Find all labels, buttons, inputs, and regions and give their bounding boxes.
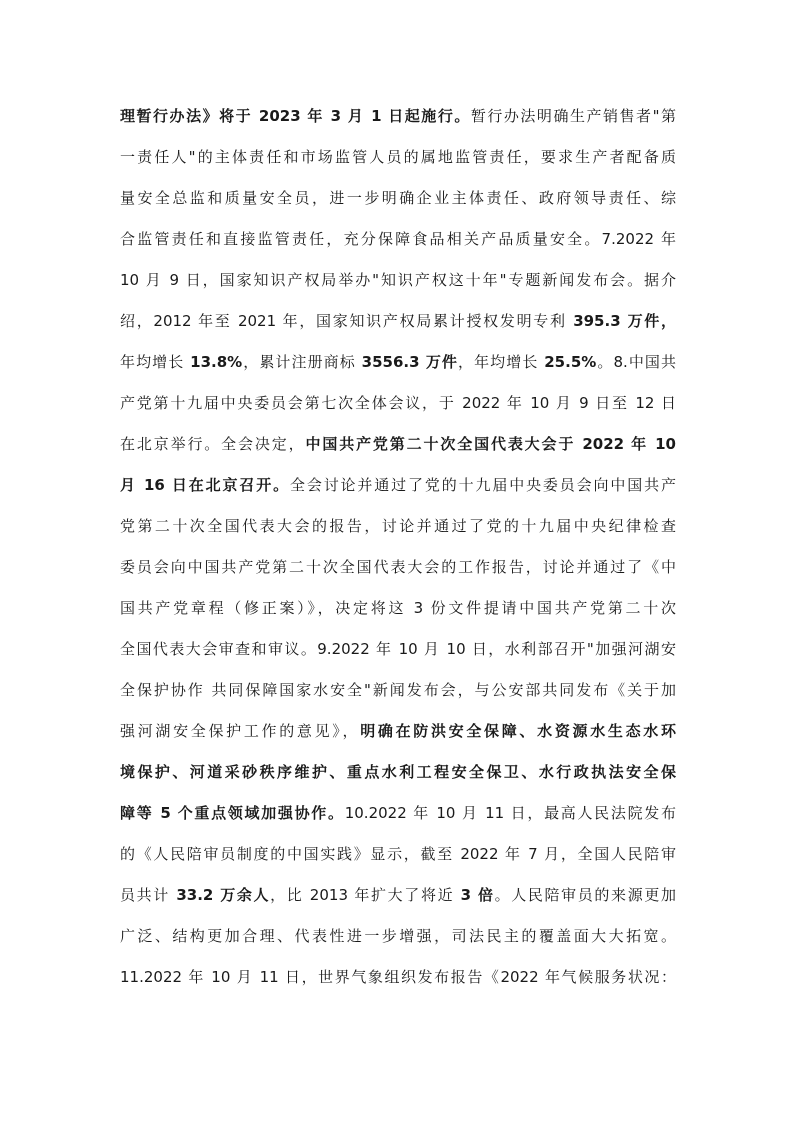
bold-text-segment: 3556.3 万件	[361, 353, 459, 371]
text-segment: 广泛、结构更加合理、代表性进一步增强，司法民主的覆盖面大大拓宽。	[120, 927, 676, 945]
text-segment: 量安全总监和质量安全员，进一步明确企业主体责任、政府领导责任、综	[120, 189, 676, 207]
text-line	[120, 137, 676, 177]
text-line	[120, 424, 676, 464]
text-segment: 强河湖安全保护工作的意见》，	[120, 722, 361, 740]
text-segment: 暂行办法明确生产销售者"第	[470, 107, 676, 125]
text-line	[120, 96, 676, 136]
text-line	[120, 260, 676, 300]
text-segment: 。8.中国共	[596, 353, 676, 371]
text-line	[120, 752, 676, 792]
text-line	[120, 301, 676, 341]
bold-text-segment: 13.8%	[190, 353, 243, 371]
text-line	[120, 383, 676, 423]
text-line	[120, 547, 676, 587]
text-segment: 的《人民陪审员制度的中国实践》显示，截至 2022 年 7 月，全国人民陪审	[120, 845, 676, 863]
text-line	[120, 875, 676, 915]
bold-text-segment: 理暂行办法》将于 2023 年 3 月 1 日起施行。	[120, 107, 471, 125]
text-segment: ，比 2013 年扩大了将近	[270, 886, 461, 904]
text-segment: 国共产党章程（修正案）》，决定将这 3 份文件提请中国共产党第二十次	[120, 599, 676, 617]
text-segment: 年均增长	[120, 353, 191, 371]
bold-text-segment: 境保护、河道采砂秩序维护、重点水利工程安全保卫、水行政执法安全保	[120, 763, 676, 781]
bold-text-segment: 395.3 万件，	[573, 312, 676, 330]
text-segment: 全会讨论并通过了党的十九届中央委员会向中国共产	[289, 476, 676, 494]
bold-text-segment: 中国共产党第二十次全国代表大会于 2022 年 10	[305, 435, 676, 453]
text-segment: 。人民陪审员的来源更加	[494, 886, 676, 904]
bold-text-segment: 25.5%	[544, 353, 597, 371]
text-segment: ，累计注册商标	[242, 353, 362, 371]
text-line	[120, 957, 676, 997]
text-line	[120, 219, 676, 259]
text-line	[120, 342, 676, 382]
text-segment: 全国代表大会审查和审议。9.2022 年 10 月 10 日，水利部召开"加强河湖安	[120, 640, 676, 658]
text-segment: 党第二十次全国代表大会的报告，讨论并通过了党的十九届中央纪律检查	[120, 517, 676, 535]
text-line	[120, 834, 676, 874]
text-segment: 10 月 9 日，国家知识产权局举办"知识产权这十年"专题新闻发布会。据介	[120, 271, 676, 289]
bold-text-segment: 障等 5 个重点领域加强协作。	[120, 804, 345, 822]
bold-text-segment: 33.2 万余人	[176, 886, 271, 904]
text-line	[120, 465, 676, 505]
text-segment: 员共计	[120, 886, 177, 904]
text-segment: 全保护协作 共同保障国家水安全"新闻发布会，与公安部共同发布《关于加	[120, 681, 676, 699]
text-line	[120, 178, 676, 218]
text-line	[120, 629, 676, 669]
bold-text-segment: 明确在防洪安全保障、水资源水生态水环	[360, 722, 676, 740]
text-line	[120, 916, 676, 956]
bold-text-segment: 月 16 日在北京召开。	[120, 476, 290, 494]
text-segment: 11.2022 年 10 月 11 日，世界气象组织发布报告《2022 年气候服务状况：	[120, 968, 676, 986]
text-segment: 产党第十九届中央委员会第七次全体会议，于 2022 年 10 月 9 日至 12 日	[120, 394, 676, 412]
text-segment: 合监管责任和直接监管责任，充分保障食品相关产品质量安全。7.2022 年	[120, 230, 676, 248]
text-segment: 委员会向中国共产党第二十次全国代表大会的工作报告，讨论并通过了《中	[120, 558, 676, 576]
bold-text-segment: 3 倍	[460, 886, 495, 904]
text-line	[120, 506, 676, 546]
text-segment: 在北京举行。全会决定，	[120, 435, 306, 453]
text-segment: 绍，2012 年至 2021 年，国家知识产权局累计授权发明专利	[120, 312, 574, 330]
text-line	[120, 793, 676, 833]
text-segment: 10.2022 年 10 月 11 日，最高人民法院发布	[344, 804, 676, 822]
text-line	[120, 711, 676, 751]
text-line	[120, 670, 676, 710]
text-line	[120, 588, 676, 628]
text-segment: ，年均增长	[458, 353, 545, 371]
text-segment: 一责任人"的主体责任和市场监管人员的属地监管责任，要求生产者配备质	[120, 148, 676, 166]
